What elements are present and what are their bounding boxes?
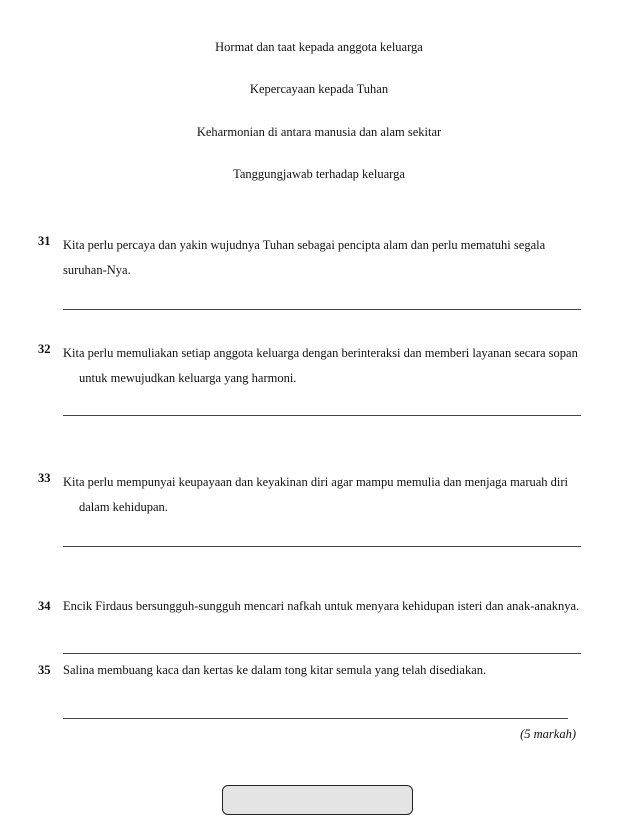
question-31-line-1: Kita perlu percaya dan yakin wujudnya Tuhan sebagai pencipta alam dan perlu mematuhi segala bbox=[63, 238, 546, 252]
question-33-line-1: Kita perlu mempunyai keupayaan dan keyakinan diri agar mampu memulia dan menjaga maruah diri bbox=[63, 475, 569, 489]
question-number-31: 31 bbox=[38, 234, 51, 248]
option-4: Tanggungjawab terhadap keluarga bbox=[233, 167, 405, 181]
option-3: Keharmonian di antara manusia dan alam sekitar bbox=[196, 125, 442, 139]
answer-line-34[interactable] bbox=[63, 653, 581, 654]
question-number-33: 33 bbox=[38, 471, 51, 485]
question-number-32: 32 bbox=[38, 342, 51, 356]
question-31-line-2: suruhan-Nya. bbox=[63, 263, 131, 277]
question-number-35: 35 bbox=[38, 663, 51, 677]
question-33-line-2: dalam kehidupan. bbox=[79, 500, 168, 514]
option-2: Kepercayaan kepada Tuhan bbox=[249, 82, 389, 96]
question-32-line-2: untuk mewujudkan keluarga yang harmoni. bbox=[79, 371, 297, 385]
answer-line-32[interactable] bbox=[63, 415, 581, 416]
question-text-32 bbox=[63, 341, 595, 391]
question-text-34: Encik Firdaus bersungguh-sungguh mencari nafkah untuk menyara kehidupan isteri dan anak-anaknya. bbox=[63, 599, 580, 613]
answer-line-35[interactable] bbox=[63, 718, 568, 719]
option-1: Hormat dan taat kepada anggota keluarga bbox=[215, 40, 423, 54]
page-footer-box bbox=[222, 785, 413, 815]
marks-label: (5 markah) bbox=[520, 727, 576, 741]
answer-line-33[interactable] bbox=[63, 546, 581, 547]
question-text-33 bbox=[63, 470, 595, 520]
question-32-line-1: Kita perlu memuliakan setiap anggota keluarga dengan berinteraksi dan memberi layanan secara sopan bbox=[63, 346, 578, 360]
question-text-31 bbox=[63, 233, 595, 283]
question-number-34: 34 bbox=[38, 599, 51, 613]
question-text-35: Salina membuang kaca dan kertas ke dalam tong kitar semula yang telah disediakan. bbox=[63, 663, 487, 677]
answer-line-31[interactable] bbox=[63, 309, 581, 310]
